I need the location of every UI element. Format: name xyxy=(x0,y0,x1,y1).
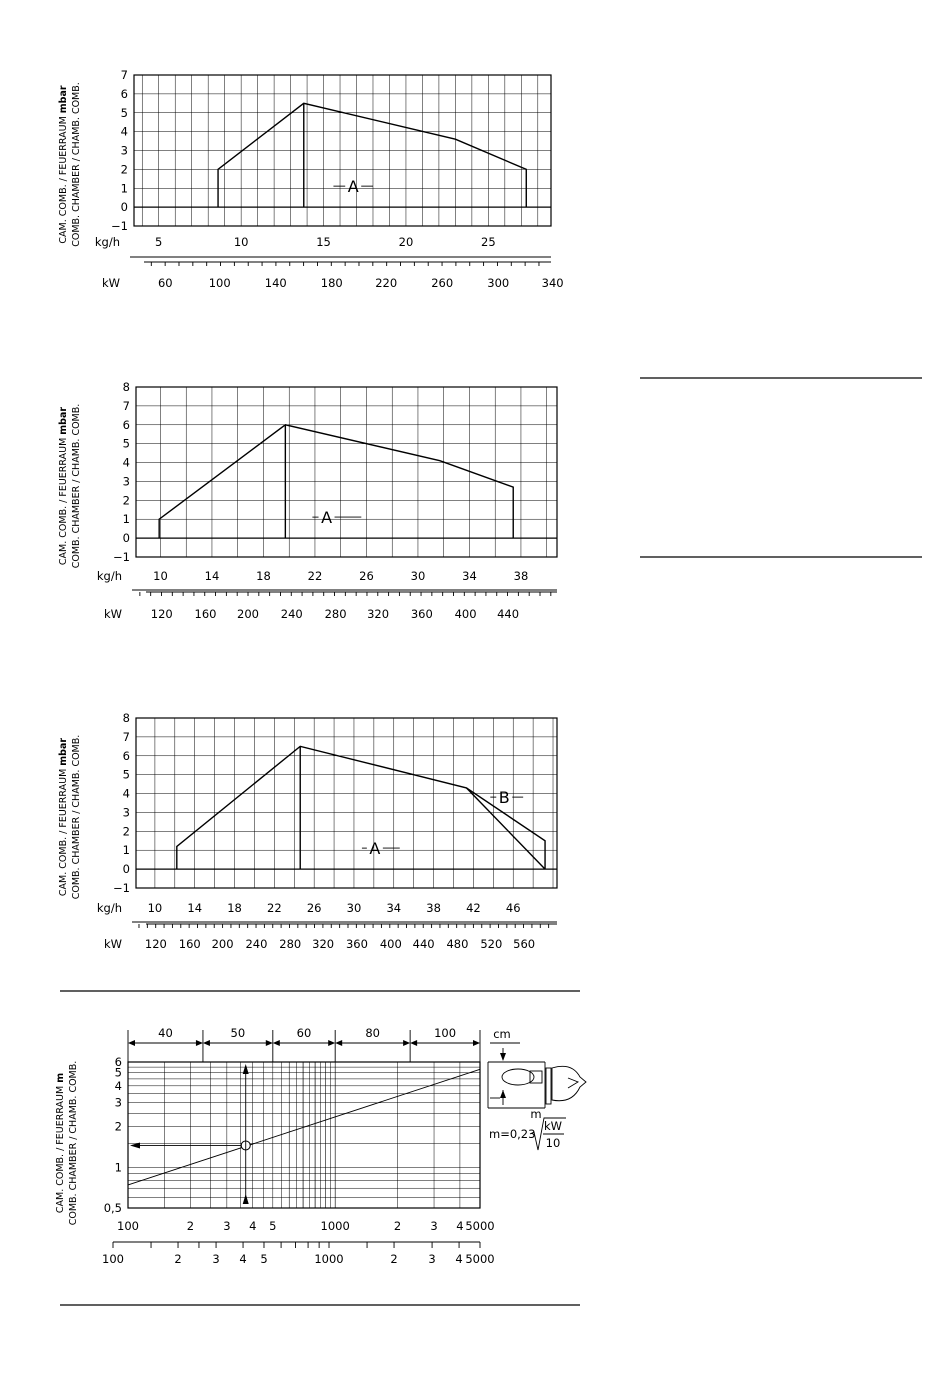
x2-tick-label: 60 xyxy=(157,276,173,290)
x2-tick-label: 240 xyxy=(280,607,303,621)
x-tick-label: 30 xyxy=(346,901,362,915)
x-tick-label: 1000 xyxy=(320,1219,350,1233)
top-scale-label: 80 xyxy=(365,1026,380,1040)
chart-2-pressure-vs-output xyxy=(58,380,557,621)
y-tick-label: 4 xyxy=(120,124,128,139)
y-tick-label: −1 xyxy=(113,881,130,895)
x-tick-label: 22 xyxy=(267,901,282,915)
x2-tick-label: 120 xyxy=(144,937,167,951)
x-tick-label: 34 xyxy=(462,569,477,583)
y-tick-label: 1 xyxy=(114,1160,122,1175)
x2-tick-label: 200 xyxy=(237,607,259,621)
region-label: B xyxy=(498,788,510,808)
y-axis-unit: m xyxy=(55,1072,66,1083)
x-axis-unit: kg/h xyxy=(94,235,120,249)
x2-tick-label: 400 xyxy=(379,937,402,951)
top-scale-unit: cm xyxy=(493,1027,511,1041)
x-tick-label: 46 xyxy=(505,901,521,915)
operating-curve xyxy=(218,103,526,207)
x2-tick-label: 140 xyxy=(264,276,287,290)
y-tick-label: 3 xyxy=(122,474,130,489)
region-label: A xyxy=(347,177,359,197)
y-tick-label: 3 xyxy=(122,805,130,820)
operating-curve xyxy=(177,746,545,869)
x-tick-label: 14 xyxy=(187,901,203,915)
x2-tick-label: 180 xyxy=(320,276,343,290)
y-axis-label-2: COMB. CHAMBER / CHAMB. COMB. xyxy=(71,82,82,247)
x-axis-unit: kg/h xyxy=(96,901,122,915)
plot-frame xyxy=(136,387,557,557)
x-tick-label: 2 xyxy=(393,1219,402,1233)
x2-tick-label: 160 xyxy=(178,937,201,951)
y-axis-label xyxy=(58,85,69,243)
x2-axis-unit: kW xyxy=(103,937,122,951)
x2-tick-label: 3 xyxy=(428,1252,436,1266)
y-tick-label: 2 xyxy=(114,1119,122,1134)
arrow-head-icon xyxy=(473,1040,480,1046)
top-scale-label: 40 xyxy=(158,1026,173,1040)
x2-tick-label: 320 xyxy=(367,607,390,621)
x2-tick-label: 200 xyxy=(211,937,234,951)
y-axis-label-2: COMB. CHAMBER / CHAMB. COMB. xyxy=(71,734,82,900)
formula-prefix: m=0,23 xyxy=(489,1127,536,1141)
x2-tick-label: 560 xyxy=(513,937,536,951)
x-axis-unit: kg/h xyxy=(96,569,122,583)
plot-frame xyxy=(136,718,557,888)
x-tick-label: 30 xyxy=(410,569,426,583)
y-tick-label: 7 xyxy=(122,398,130,413)
y-tick-label: 0 xyxy=(122,531,130,546)
chart-3-pressure-vs-output xyxy=(58,711,557,951)
arrow-up-icon xyxy=(243,1064,249,1074)
y-axis-label-text: CAM. COMB. / FEUERRAUM xyxy=(58,765,69,897)
y-tick-label: 0 xyxy=(120,200,128,215)
x2-axis-unit: kW xyxy=(103,607,122,621)
dimension-label: m xyxy=(530,1107,542,1121)
x-tick-label: 18 xyxy=(256,569,271,583)
x2-tick-label: 260 xyxy=(431,276,454,290)
region-label: A xyxy=(369,839,381,859)
x2-tick-label: 3 xyxy=(212,1252,220,1266)
y-axis-label-2: COMB. CHAMBER / CHAMB. COMB. xyxy=(71,403,82,569)
x-tick-label: 20 xyxy=(398,235,414,249)
x2-tick-label: 220 xyxy=(375,276,398,290)
x2-tick-label: 280 xyxy=(279,937,302,951)
y-tick-label: −1 xyxy=(113,550,130,564)
x2-tick-label: 4 xyxy=(239,1252,247,1266)
y-tick-label: 0,5 xyxy=(103,1201,122,1215)
x2-tick-label: 280 xyxy=(324,607,347,621)
x-tick-label: 18 xyxy=(227,901,242,915)
y-axis-unit: mbar xyxy=(58,406,69,435)
x2-tick-label: 440 xyxy=(412,937,435,951)
x-tick-label: 10 xyxy=(233,235,249,249)
x2-tick-label: 5000 xyxy=(465,1252,495,1266)
y-axis-unit: mbar xyxy=(58,85,69,114)
arrow-head-icon xyxy=(266,1040,273,1046)
x-tick-label: 4 xyxy=(249,1219,257,1233)
x-tick-label: 42 xyxy=(466,901,481,915)
top-scale-label: 60 xyxy=(296,1026,312,1040)
top-scale-label: 50 xyxy=(230,1026,246,1040)
y-tick-label: 8 xyxy=(122,380,130,394)
y-tick-label: 1 xyxy=(120,181,128,196)
arrow-head-icon xyxy=(203,1040,210,1046)
x-tick-label: 2 xyxy=(186,1219,195,1233)
x2-tick-label: 340 xyxy=(541,276,564,290)
arrow-head-icon xyxy=(403,1040,410,1046)
x2-tick-label: 160 xyxy=(194,607,217,621)
burner-flange-icon xyxy=(546,1068,551,1104)
y-tick-label: 3 xyxy=(120,143,128,158)
x-tick-label: 15 xyxy=(316,235,331,249)
x-tick-label: 10 xyxy=(147,901,163,915)
x-tick-label: 4 xyxy=(456,1219,464,1233)
y-tick-label: 6 xyxy=(122,748,130,763)
chart-4-flame-length xyxy=(55,1026,586,1266)
y-tick-label: 1 xyxy=(122,512,130,527)
x-tick-label: 25 xyxy=(481,235,496,249)
x-tick-label: 34 xyxy=(386,901,402,915)
x-tick-label: 26 xyxy=(359,569,374,583)
x2-tick-label: 320 xyxy=(312,937,335,951)
y-tick-label: 5 xyxy=(114,1065,122,1080)
y-tick-label: 0 xyxy=(122,862,130,877)
x2-tick-label: 5 xyxy=(260,1252,268,1266)
y-axis-unit: mbar xyxy=(58,737,69,766)
x2-tick-label: 360 xyxy=(410,607,433,621)
x2-tick-label: 2 xyxy=(174,1252,182,1266)
x2-tick-label: 100 xyxy=(102,1252,124,1266)
chart-1-pressure-vs-output xyxy=(58,68,564,290)
plot-frame xyxy=(128,1062,480,1208)
x2-tick-label: 240 xyxy=(245,937,268,951)
flame-length-line xyxy=(128,1069,480,1185)
y-tick-label: 2 xyxy=(122,493,130,508)
arrow-head-icon xyxy=(410,1040,417,1046)
x-tick-label: 5 xyxy=(155,235,163,249)
y-tick-label: 6 xyxy=(122,417,130,432)
flame-icon xyxy=(502,1069,534,1085)
x2-tick-label: 2 xyxy=(390,1252,398,1266)
x-tick-label: 38 xyxy=(513,569,529,583)
x2-tick-label: 100 xyxy=(208,276,231,290)
y-tick-label: 5 xyxy=(122,436,130,451)
x-tick-label: 22 xyxy=(307,569,323,583)
y-tick-label: 2 xyxy=(122,824,130,839)
x2-tick-label: 300 xyxy=(487,276,510,290)
arrow-head-icon xyxy=(273,1040,280,1046)
y-axis-label-2: COMB. CHAMBER / CHAMB. COMB. xyxy=(68,1060,79,1226)
burner-fan-icon xyxy=(568,1078,578,1088)
y-tick-label: 7 xyxy=(122,729,130,744)
x2-tick-label: 480 xyxy=(446,937,469,951)
arrow-head-icon xyxy=(128,1040,135,1046)
y-axis-label xyxy=(58,407,69,565)
y-tick-label: 4 xyxy=(114,1078,122,1093)
y-tick-label: 7 xyxy=(120,68,128,82)
y-axis-label-text: CAM. COMB. / FEUERRAUM xyxy=(55,1082,66,1214)
y-tick-label: −1 xyxy=(111,219,128,233)
y-tick-label: 4 xyxy=(122,786,130,801)
burner-body-icon xyxy=(552,1066,586,1100)
x-tick-label: 26 xyxy=(306,901,322,915)
x2-axis-unit: kW xyxy=(101,276,120,290)
top-scale-label: 100 xyxy=(434,1026,457,1040)
arrow-head-icon xyxy=(335,1040,342,1046)
y-tick-label: 5 xyxy=(120,105,128,120)
y-tick-label: 6 xyxy=(120,86,128,101)
y-axis-label-text: CAM. COMB. / FEUERRAUM xyxy=(58,434,69,566)
arrow-head-icon xyxy=(328,1040,335,1046)
x-tick-label: 14 xyxy=(204,569,220,583)
x-tick-label: 100 xyxy=(117,1219,139,1233)
arrow-up-icon xyxy=(243,1194,249,1204)
y-axis-label xyxy=(58,738,69,896)
y-tick-label: 3 xyxy=(114,1095,122,1110)
x-tick-label: 5 xyxy=(269,1219,277,1233)
y-tick-label: 1 xyxy=(122,843,130,858)
x2-tick-label: 400 xyxy=(454,607,477,621)
y-axis-label xyxy=(55,1073,66,1213)
x2-tick-label: 440 xyxy=(497,607,520,621)
x2-tick-label: 4 xyxy=(455,1252,463,1266)
y-tick-label: 2 xyxy=(120,162,128,177)
x2-tick-label: 520 xyxy=(480,937,503,951)
arrow-down-icon xyxy=(500,1053,506,1061)
region-label: A xyxy=(321,508,333,528)
x-tick-label: 5000 xyxy=(465,1219,495,1233)
x-tick-label: 10 xyxy=(153,569,168,583)
x2-tick-label: 360 xyxy=(345,937,368,951)
arrow-head-icon xyxy=(196,1040,203,1046)
arrow-up-icon xyxy=(500,1090,506,1098)
x2-tick-label: 120 xyxy=(150,607,173,621)
formula-denominator: 10 xyxy=(545,1136,561,1150)
x-tick-label: 3 xyxy=(430,1219,438,1233)
x-tick-label: 38 xyxy=(426,901,441,915)
y-tick-label: 4 xyxy=(122,455,130,470)
y-tick-label: 8 xyxy=(122,711,130,725)
x-tick-label: 3 xyxy=(223,1219,231,1233)
y-tick-label: 6 xyxy=(114,1055,122,1069)
y-axis-label-text: CAM. COMB. / FEUERRAUM xyxy=(58,113,69,244)
formula-numerator: kW xyxy=(543,1119,563,1133)
x2-tick-label: 1000 xyxy=(314,1252,344,1266)
y-tick-label: 5 xyxy=(122,767,130,782)
